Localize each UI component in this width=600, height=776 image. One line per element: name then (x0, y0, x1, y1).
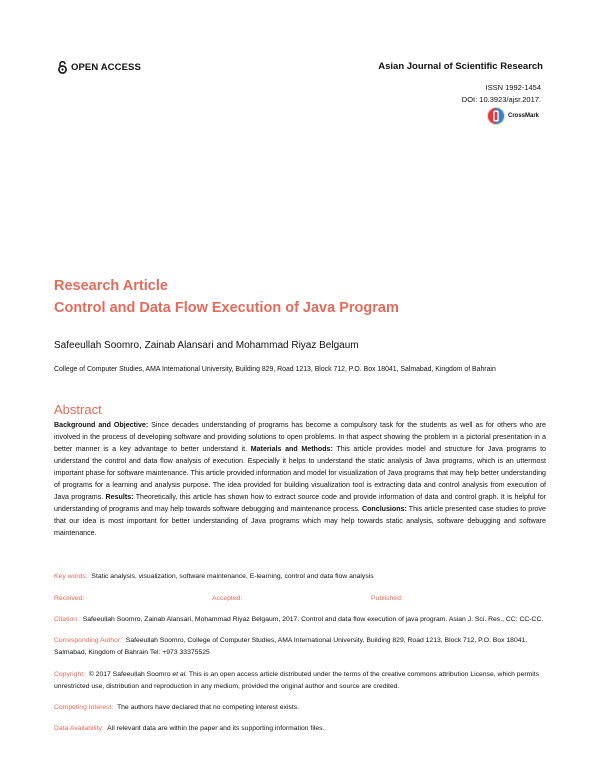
copyright-value: This is an open access article distributed under the terms of the creative commons attribution License, which permits unrestricted use, distribution and reproduction in any medium, provided the original author and source are credited. (54, 671, 540, 690)
data-availability-value: All relevant data are within the paper and its supporting information files. (107, 725, 325, 732)
open-access-lock-icon (57, 61, 68, 74)
methods-label: Materials and Methods: (250, 445, 333, 453)
author-list: Safeeullah Soomro, Zainab Alansari and Mohammad Riyaz Belgaum (54, 340, 359, 351)
citation-label: Citation: (54, 616, 79, 623)
open-access-label: OPEN ACCESS (71, 62, 141, 73)
crossmark-icon (486, 106, 506, 126)
article-title: Control and Data Flow Execution of Java Program (54, 300, 399, 316)
data-availability-label: Data Availability: (54, 725, 104, 732)
competing-interest (54, 702, 546, 714)
doi[interactable]: DOI: 10.3923/ajsr.2017. (461, 95, 541, 104)
corresponding-author-label: Corresponding Author: (54, 637, 123, 644)
keywords-label: Key words: (54, 573, 88, 580)
article-type: Research Article (54, 278, 168, 294)
accepted-label: Accepted: (212, 595, 243, 602)
background-text: Since decades understanding of programs has become a compulsory task for the students as well as for others who are involved in the process of developing software and providing solutions to open problems. In that aspect showing the problem in a pictorial presentation in a better manner is a key advantage to better understand it. (54, 421, 546, 453)
abstract-heading: Abstract (54, 402, 102, 417)
corresponding-author (54, 635, 546, 659)
et-al: et al. (172, 671, 188, 678)
conclusions-label: Conclusions: (361, 505, 407, 513)
journal-name[interactable]: Asian Journal of Scientific Research (378, 61, 543, 72)
issn: ISSN 1992-1454 (485, 83, 541, 92)
keywords (54, 571, 374, 583)
crossmark-label: CrossMark (508, 113, 540, 119)
abstract-body (54, 419, 546, 539)
competing-interest-label: Competing Interest: (54, 704, 114, 711)
affiliation: College of Computer Studies, AMA International University, Building 829, Road 1213, Block 712, P.O. Box 18041, Salmabad, Kingdom of Bahrain (54, 366, 496, 373)
copyright (54, 669, 546, 693)
competing-interest-value: The authors have declared that no competing interest exists. (116, 704, 300, 711)
corresponding-author-value: Safeeullah Soomro, College of Computer Studies, AMA International University, Building 829, Road 1213, Block 712, P.O. Box 18041, Salmabad, Kingdom of Bahrain Tel: +973 33375525 (54, 637, 528, 656)
open-access-badge (57, 61, 141, 74)
conclusions-text: This article presented case studies to prove that our idea is most important for better understanding of Java programs which may help towards static analysis, software debugging and software maintenance. (54, 505, 546, 537)
data-availability (54, 723, 546, 735)
copyright-label: Copyright: (54, 671, 85, 678)
results-label: Results: (105, 493, 134, 501)
methods-text: This article provides model and structure for Java programs to understand the control and data flow analysis of execution. Especially it helps to understand the static analysis of Java programs, which is an uttermost important phase for software maintenance. This article provided information and model for visualization of Java programs that may help better understanding of programs for a learning and analysis purpose. The idea provided for building visualization tool is extracting data and control analysis from execution of Java programs. (54, 445, 546, 501)
published-label: Published: (371, 595, 403, 602)
copyright-holder: © 2017 Safeeullah Soomro (88, 671, 171, 678)
keywords-value: Static analysis, visualization, software maintenance, E-learning, control and data flow analysis (91, 573, 374, 580)
citation-value: Safeeullah Soomro, Zainab Alansari, Mohammad Riyaz Belgaum, 2017. Control and data flow execution of java program. Asian J. Sci. Res., CC: CC-CC. (82, 616, 544, 623)
results-text: Theoretically, this article has shown how to extract source code and provide information of data and control graph. It is helpful for understanding of programs and may help towards software debugging and maintenance process. (54, 493, 546, 513)
received-label: Received: (54, 595, 85, 602)
background-label: Background and Objective: (54, 421, 149, 429)
citation (54, 614, 546, 626)
crossmark-badge[interactable] (486, 106, 539, 126)
